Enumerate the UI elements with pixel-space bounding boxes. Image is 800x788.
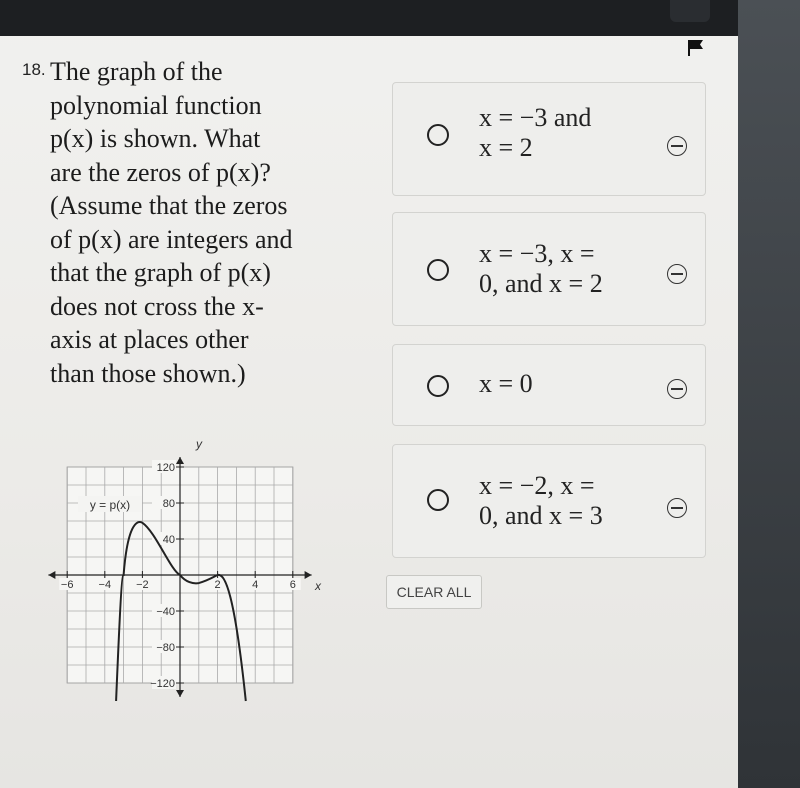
function-label: y = p(x): [89, 498, 131, 512]
choice-line: 0, and x = 3: [479, 501, 603, 530]
y-tick-label: 120: [156, 462, 175, 474]
answer-choice-a[interactable]: [392, 82, 706, 196]
choice-line: 0, and x = 2: [479, 269, 603, 298]
answer-choice-c[interactable]: [392, 344, 706, 426]
choice-line: x = 0: [479, 369, 533, 398]
y-tick-label: −80: [156, 642, 175, 654]
question-line: that the graph of p(x): [50, 258, 271, 287]
x-tick-label: −2: [136, 579, 149, 591]
y-tick-label: 80: [162, 498, 175, 510]
eliminate-icon[interactable]: [667, 264, 687, 284]
clear-all-button[interactable]: CLEAR ALL: [386, 575, 482, 609]
x-tick-label: 2: [214, 579, 221, 591]
x-tick-label: 6: [289, 579, 296, 591]
x-tick-label: −4: [98, 579, 112, 591]
answer-choice-d[interactable]: [392, 444, 706, 558]
eliminate-icon[interactable]: [667, 379, 687, 399]
y-tick-label: −40: [156, 606, 175, 618]
choice-line: x = −3, x =: [479, 239, 595, 268]
top-toolbar: [0, 0, 738, 36]
choice-text: [479, 103, 591, 163]
answer-choice-b[interactable]: [392, 212, 706, 326]
x-tick-label: 4: [252, 579, 259, 591]
question-line: The graph of the: [50, 57, 223, 86]
radio-button[interactable]: [427, 375, 449, 397]
eliminate-icon[interactable]: [667, 498, 687, 518]
eliminate-icon[interactable]: [667, 136, 687, 156]
polynomial-graph: [40, 430, 340, 715]
question-line: than those shown.): [50, 358, 246, 388]
right-margin: [738, 0, 800, 788]
question-line: (Assume that the zeros: [50, 191, 288, 220]
toolbar-button[interactable]: [670, 0, 710, 22]
choice-line: x = 2: [479, 133, 533, 162]
choice-line: x = −2, x =: [479, 471, 595, 500]
x-axis-label: x: [315, 579, 321, 593]
question-text: [50, 55, 350, 390]
question-line: polynomial function: [50, 90, 262, 120]
radio-button[interactable]: [427, 259, 449, 281]
radio-button[interactable]: [427, 124, 449, 146]
choice-text: [479, 471, 603, 531]
question-line: does not cross the x-: [50, 291, 264, 321]
flag-icon[interactable]: [686, 38, 706, 58]
y-axis-label: y: [196, 437, 202, 451]
x-tick-label: −6: [60, 579, 74, 591]
radio-button[interactable]: [427, 489, 449, 511]
question-line: p(x) is shown. What: [50, 124, 261, 153]
question-number: 18.: [22, 60, 46, 79]
question-line: are the zeros of p(x)?: [50, 157, 271, 187]
choice-text: [479, 369, 533, 399]
y-tick-label: −120: [150, 678, 175, 690]
choice-line: x = −3 and: [479, 103, 592, 132]
question-line: of p(x) are integers and: [50, 224, 293, 254]
choice-text: [479, 239, 603, 299]
question-line: axis at places other: [50, 325, 249, 354]
y-tick-label: 40: [162, 534, 175, 546]
